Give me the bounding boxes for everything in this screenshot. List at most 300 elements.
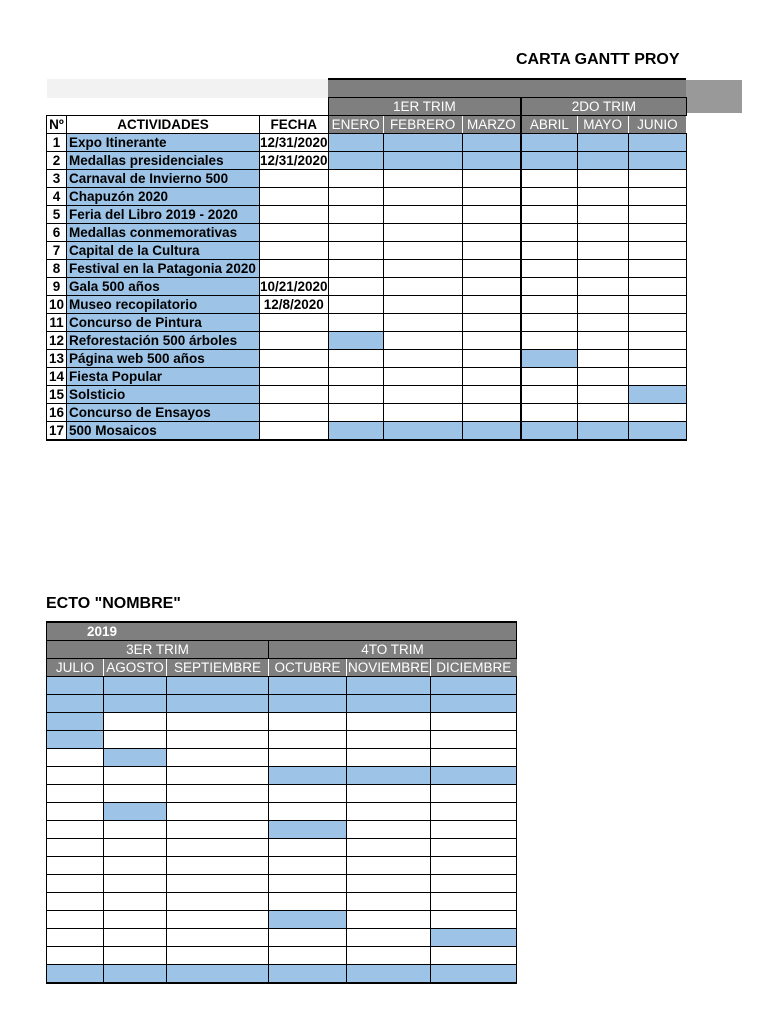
month-cell <box>347 803 431 821</box>
month-cell <box>628 224 686 242</box>
month-cell <box>328 296 383 314</box>
month-cell <box>431 695 517 713</box>
activity-date: 12/8/2020 <box>260 296 329 314</box>
month-cell <box>269 713 347 731</box>
month-cell <box>347 785 431 803</box>
month-cell <box>628 386 686 404</box>
month-cell <box>431 767 517 785</box>
month-cell <box>347 875 431 893</box>
month-cell <box>167 695 269 713</box>
month-cell <box>577 404 628 422</box>
month-cell <box>521 296 577 314</box>
month-cell <box>269 875 347 893</box>
month-cell <box>104 803 167 821</box>
activity-row <box>47 731 517 749</box>
month-cell <box>383 422 462 441</box>
month-cell <box>628 242 686 260</box>
month-cell <box>521 134 577 152</box>
year-header: 2019 <box>47 622 517 641</box>
month-cell <box>167 767 269 785</box>
month-cell <box>628 296 686 314</box>
month-cell <box>347 713 431 731</box>
month-cell <box>269 929 347 947</box>
month-cell <box>47 947 104 965</box>
month-cell <box>431 839 517 857</box>
month-cell <box>521 242 577 260</box>
activity-date <box>260 242 329 260</box>
row-number: 11 <box>47 314 67 332</box>
activity-row <box>47 677 517 695</box>
month-cell <box>521 350 577 368</box>
month-cell <box>328 206 383 224</box>
activity-name: Reforestación 500 árboles <box>67 332 260 350</box>
month-cell <box>104 911 167 929</box>
month-cell <box>521 206 577 224</box>
month-cell <box>577 206 628 224</box>
month-cell <box>431 785 517 803</box>
activity-row <box>47 911 517 929</box>
month-cell <box>628 170 686 188</box>
activity-name: Solsticio <box>67 386 260 404</box>
month-cell <box>269 731 347 749</box>
activity-row <box>47 296 687 314</box>
activity-name: Carnaval de Invierno 500 <box>67 170 260 188</box>
month-cell <box>462 404 521 422</box>
month-cell <box>104 713 167 731</box>
activity-name: Capital de la Cultura <box>67 242 260 260</box>
month-cell <box>269 803 347 821</box>
month-cell <box>104 965 167 984</box>
activity-row <box>47 893 517 911</box>
activity-date <box>260 188 329 206</box>
month-cell <box>521 314 577 332</box>
month-cell <box>347 767 431 785</box>
month-cell <box>431 677 517 695</box>
row-number: 4 <box>47 188 67 206</box>
month-cell <box>47 857 104 875</box>
month-cell <box>167 785 269 803</box>
month-cell <box>431 731 517 749</box>
activity-date <box>260 206 329 224</box>
gantt-table-first-half <box>46 78 687 441</box>
quarter-header-3: 3ER TRIM <box>47 641 269 659</box>
activity-name: Museo recopilatorio <box>67 296 260 314</box>
title-part-1: CARTA GANTT PROY <box>516 51 680 68</box>
month-cell <box>521 188 577 206</box>
month-cell <box>328 350 383 368</box>
month-cell <box>328 260 383 278</box>
activity-row <box>47 857 517 875</box>
activity-row <box>47 260 687 278</box>
month-cell <box>347 965 431 984</box>
month-cell <box>104 893 167 911</box>
activity-row <box>47 821 517 839</box>
month-cell <box>521 224 577 242</box>
month-cell <box>167 875 269 893</box>
row-number: 1 <box>47 134 67 152</box>
activity-row <box>47 695 517 713</box>
month-cell <box>269 821 347 839</box>
activity-row <box>47 170 687 188</box>
month-cell <box>462 296 521 314</box>
month-cell <box>167 713 269 731</box>
month-cell <box>383 188 462 206</box>
month-cell <box>104 785 167 803</box>
activity-row <box>47 713 517 731</box>
month-cell <box>269 839 347 857</box>
month-header: ABRIL <box>521 116 577 134</box>
month-cell <box>347 857 431 875</box>
month-cell <box>167 947 269 965</box>
month-cell <box>167 677 269 695</box>
month-cell <box>577 386 628 404</box>
month-cell <box>47 713 104 731</box>
row-number: 10 <box>47 296 67 314</box>
month-cell <box>462 332 521 350</box>
activities-header: ACTIVIDADES <box>67 116 260 134</box>
month-cell <box>104 767 167 785</box>
month-cell <box>269 857 347 875</box>
activity-row <box>47 206 687 224</box>
row-number: 16 <box>47 404 67 422</box>
month-cell <box>347 731 431 749</box>
month-cell <box>577 296 628 314</box>
activity-date: 12/31/2020 <box>260 153 328 168</box>
month-cell <box>431 911 517 929</box>
month-cell <box>521 278 577 296</box>
month-cell <box>269 767 347 785</box>
month-cell <box>462 170 521 188</box>
month-cell <box>383 332 462 350</box>
activity-date <box>260 314 329 332</box>
row-number: 7 <box>47 242 67 260</box>
activity-name: Medallas conmemorativas <box>67 224 260 242</box>
activity-date <box>260 170 329 188</box>
month-cell <box>328 332 383 350</box>
month-header: MAYO <box>577 116 628 134</box>
month-cell <box>104 821 167 839</box>
month-cell <box>431 803 517 821</box>
activity-row <box>47 224 687 242</box>
month-cell <box>431 947 517 965</box>
activity-row <box>47 242 687 260</box>
month-header: NOVIEMBRE <box>347 660 429 675</box>
month-cell <box>104 875 167 893</box>
activity-name: Festival en la Patagonia 2020 <box>67 260 260 278</box>
month-cell <box>628 134 686 152</box>
activity-date <box>260 332 329 350</box>
activity-row <box>47 875 517 893</box>
month-cell <box>328 242 383 260</box>
month-cell <box>104 695 167 713</box>
month-cell <box>104 857 167 875</box>
month-cell <box>328 224 383 242</box>
activity-row <box>47 152 687 170</box>
activity-name: 500 Mosaicos <box>67 422 260 441</box>
month-cell <box>383 296 462 314</box>
title-part-2: ECTO "NOMBRE" <box>46 595 181 612</box>
month-cell <box>383 386 462 404</box>
month-cell <box>269 677 347 695</box>
month-cell <box>104 839 167 857</box>
activity-row <box>47 332 687 350</box>
month-cell <box>521 332 577 350</box>
header-blank <box>47 79 329 98</box>
month-cell <box>577 332 628 350</box>
month-header: JUNIO <box>628 116 686 134</box>
row-number: 6 <box>47 224 67 242</box>
month-cell <box>577 368 628 386</box>
header-side-band <box>686 80 742 113</box>
month-header: AGOSTO <box>104 659 167 677</box>
activity-date <box>260 422 329 441</box>
row-number: 15 <box>47 386 67 404</box>
month-cell <box>628 260 686 278</box>
month-header: JULIO <box>47 659 104 677</box>
activity-row <box>47 314 687 332</box>
month-cell <box>167 929 269 947</box>
num-header: Nº <box>47 116 67 134</box>
activity-name: Fiesta Popular <box>67 368 260 386</box>
activity-date: 12/31/2020 <box>260 135 328 150</box>
activity-name: Expo Itinerante <box>67 134 260 152</box>
date-header: FECHA <box>260 116 329 134</box>
month-cell <box>328 386 383 404</box>
month-cell <box>462 422 521 441</box>
month-cell <box>462 314 521 332</box>
quarter-header-2: 2DO TRIM <box>521 98 686 116</box>
month-cell <box>383 134 462 152</box>
month-cell <box>347 839 431 857</box>
activity-date <box>260 224 329 242</box>
month-cell <box>47 875 104 893</box>
activity-row <box>47 422 687 441</box>
month-cell <box>383 260 462 278</box>
month-cell <box>521 368 577 386</box>
month-cell <box>269 785 347 803</box>
activity-row <box>47 278 687 296</box>
month-cell <box>167 803 269 821</box>
row-number: 14 <box>47 368 67 386</box>
month-cell <box>47 929 104 947</box>
month-cell <box>628 278 686 296</box>
activity-row <box>47 947 517 965</box>
month-cell <box>47 677 104 695</box>
month-cell <box>577 152 628 170</box>
month-cell <box>47 821 104 839</box>
month-cell <box>383 314 462 332</box>
month-cell <box>521 404 577 422</box>
month-cell <box>269 695 347 713</box>
month-cell <box>383 368 462 386</box>
month-cell <box>347 893 431 911</box>
month-cell <box>577 260 628 278</box>
month-cell <box>577 422 628 441</box>
month-cell <box>462 260 521 278</box>
quarter-header-1: 1ER TRIM <box>328 98 521 116</box>
month-cell <box>521 152 577 170</box>
month-cell <box>577 188 628 206</box>
month-cell <box>269 893 347 911</box>
month-cell <box>47 893 104 911</box>
month-cell <box>269 965 347 984</box>
month-cell <box>431 893 517 911</box>
activity-row <box>47 188 687 206</box>
month-cell <box>269 911 347 929</box>
month-cell <box>577 350 628 368</box>
month-cell <box>628 404 686 422</box>
activity-name: Feria del Libro 2019 - 2020 <box>67 206 260 224</box>
month-cell <box>577 242 628 260</box>
month-cell <box>383 278 462 296</box>
month-cell <box>577 278 628 296</box>
month-cell <box>104 677 167 695</box>
month-cell <box>577 224 628 242</box>
activity-date <box>260 404 329 422</box>
month-cell <box>577 134 628 152</box>
month-cell <box>167 911 269 929</box>
month-cell <box>628 368 686 386</box>
title-clip <box>0 0 686 80</box>
month-cell <box>47 911 104 929</box>
month-cell <box>47 695 104 713</box>
month-cell <box>431 713 517 731</box>
month-cell <box>462 368 521 386</box>
activity-row <box>47 368 687 386</box>
row-number: 5 <box>47 206 67 224</box>
month-cell <box>47 803 104 821</box>
month-cell <box>521 386 577 404</box>
month-cell <box>628 152 686 170</box>
row-number: 13 <box>47 350 67 368</box>
month-cell <box>628 422 686 441</box>
month-header: FEBRERO <box>383 116 462 134</box>
month-cell <box>104 929 167 947</box>
month-cell <box>269 947 347 965</box>
month-cell <box>47 731 104 749</box>
month-cell <box>328 314 383 332</box>
month-cell <box>462 152 521 170</box>
month-cell <box>431 875 517 893</box>
month-cell <box>47 749 104 767</box>
month-cell <box>167 749 269 767</box>
month-cell <box>577 314 628 332</box>
month-cell <box>347 947 431 965</box>
month-header: MARZO <box>462 116 521 134</box>
month-cell <box>347 821 431 839</box>
month-cell <box>383 224 462 242</box>
month-cell <box>462 386 521 404</box>
activity-row <box>47 965 517 984</box>
month-cell <box>104 749 167 767</box>
month-cell <box>328 152 383 170</box>
activity-row <box>47 404 687 422</box>
row-number: 12 <box>47 332 67 350</box>
month-cell <box>462 278 521 296</box>
month-cell <box>347 695 431 713</box>
month-cell <box>431 821 517 839</box>
activity-date <box>260 260 329 278</box>
month-cell <box>462 242 521 260</box>
month-cell <box>521 422 577 441</box>
activity-date: 10/21/2020 <box>260 279 328 294</box>
activity-row <box>47 929 517 947</box>
month-cell <box>347 749 431 767</box>
month-cell <box>383 404 462 422</box>
activity-name: Gala 500 años <box>67 278 260 296</box>
month-cell <box>47 785 104 803</box>
month-cell <box>521 260 577 278</box>
month-cell <box>431 965 517 984</box>
activity-name: Chapuzón 2020 <box>67 188 260 206</box>
activity-row <box>47 803 517 821</box>
activity-row <box>47 134 687 152</box>
month-cell <box>431 749 517 767</box>
month-header: DICIEMBRE <box>431 659 517 677</box>
row-number: 17 <box>47 422 67 441</box>
quarter-header-4: 4TO TRIM <box>269 641 517 659</box>
month-cell <box>167 839 269 857</box>
activity-row <box>47 749 517 767</box>
month-cell <box>104 947 167 965</box>
activity-name: Medallas presidenciales <box>67 152 260 170</box>
header-dark-band <box>328 79 686 98</box>
activity-date <box>260 368 329 386</box>
month-cell <box>347 929 431 947</box>
month-cell <box>628 332 686 350</box>
activity-name: Página web 500 años <box>67 350 260 368</box>
month-cell <box>462 224 521 242</box>
month-cell <box>347 911 431 929</box>
month-cell <box>347 677 431 695</box>
month-cell <box>167 965 269 984</box>
month-cell <box>462 206 521 224</box>
month-cell <box>167 893 269 911</box>
month-cell <box>47 767 104 785</box>
month-cell <box>47 965 104 984</box>
month-cell <box>328 422 383 441</box>
row-number: 9 <box>47 278 67 296</box>
month-cell <box>462 188 521 206</box>
activity-row <box>47 386 687 404</box>
month-cell <box>462 350 521 368</box>
month-cell <box>328 134 383 152</box>
month-cell <box>521 170 577 188</box>
activity-row <box>47 785 517 803</box>
month-cell <box>383 206 462 224</box>
month-cell <box>383 152 462 170</box>
month-cell <box>167 821 269 839</box>
month-cell <box>431 857 517 875</box>
activity-date <box>260 386 329 404</box>
activity-row <box>47 767 517 785</box>
month-cell <box>383 242 462 260</box>
month-cell <box>431 929 517 947</box>
month-cell <box>328 404 383 422</box>
month-cell <box>47 839 104 857</box>
activity-name: Concurso de Pintura <box>67 314 260 332</box>
activity-name: Concurso de Ensayos <box>67 404 260 422</box>
month-cell <box>104 731 167 749</box>
month-cell <box>328 278 383 296</box>
gantt-table-second-half <box>46 621 517 984</box>
month-cell <box>328 368 383 386</box>
month-header: OCTUBRE <box>269 659 347 677</box>
row-number: 3 <box>47 170 67 188</box>
row-number: 8 <box>47 260 67 278</box>
activity-row <box>47 350 687 368</box>
month-cell <box>628 350 686 368</box>
